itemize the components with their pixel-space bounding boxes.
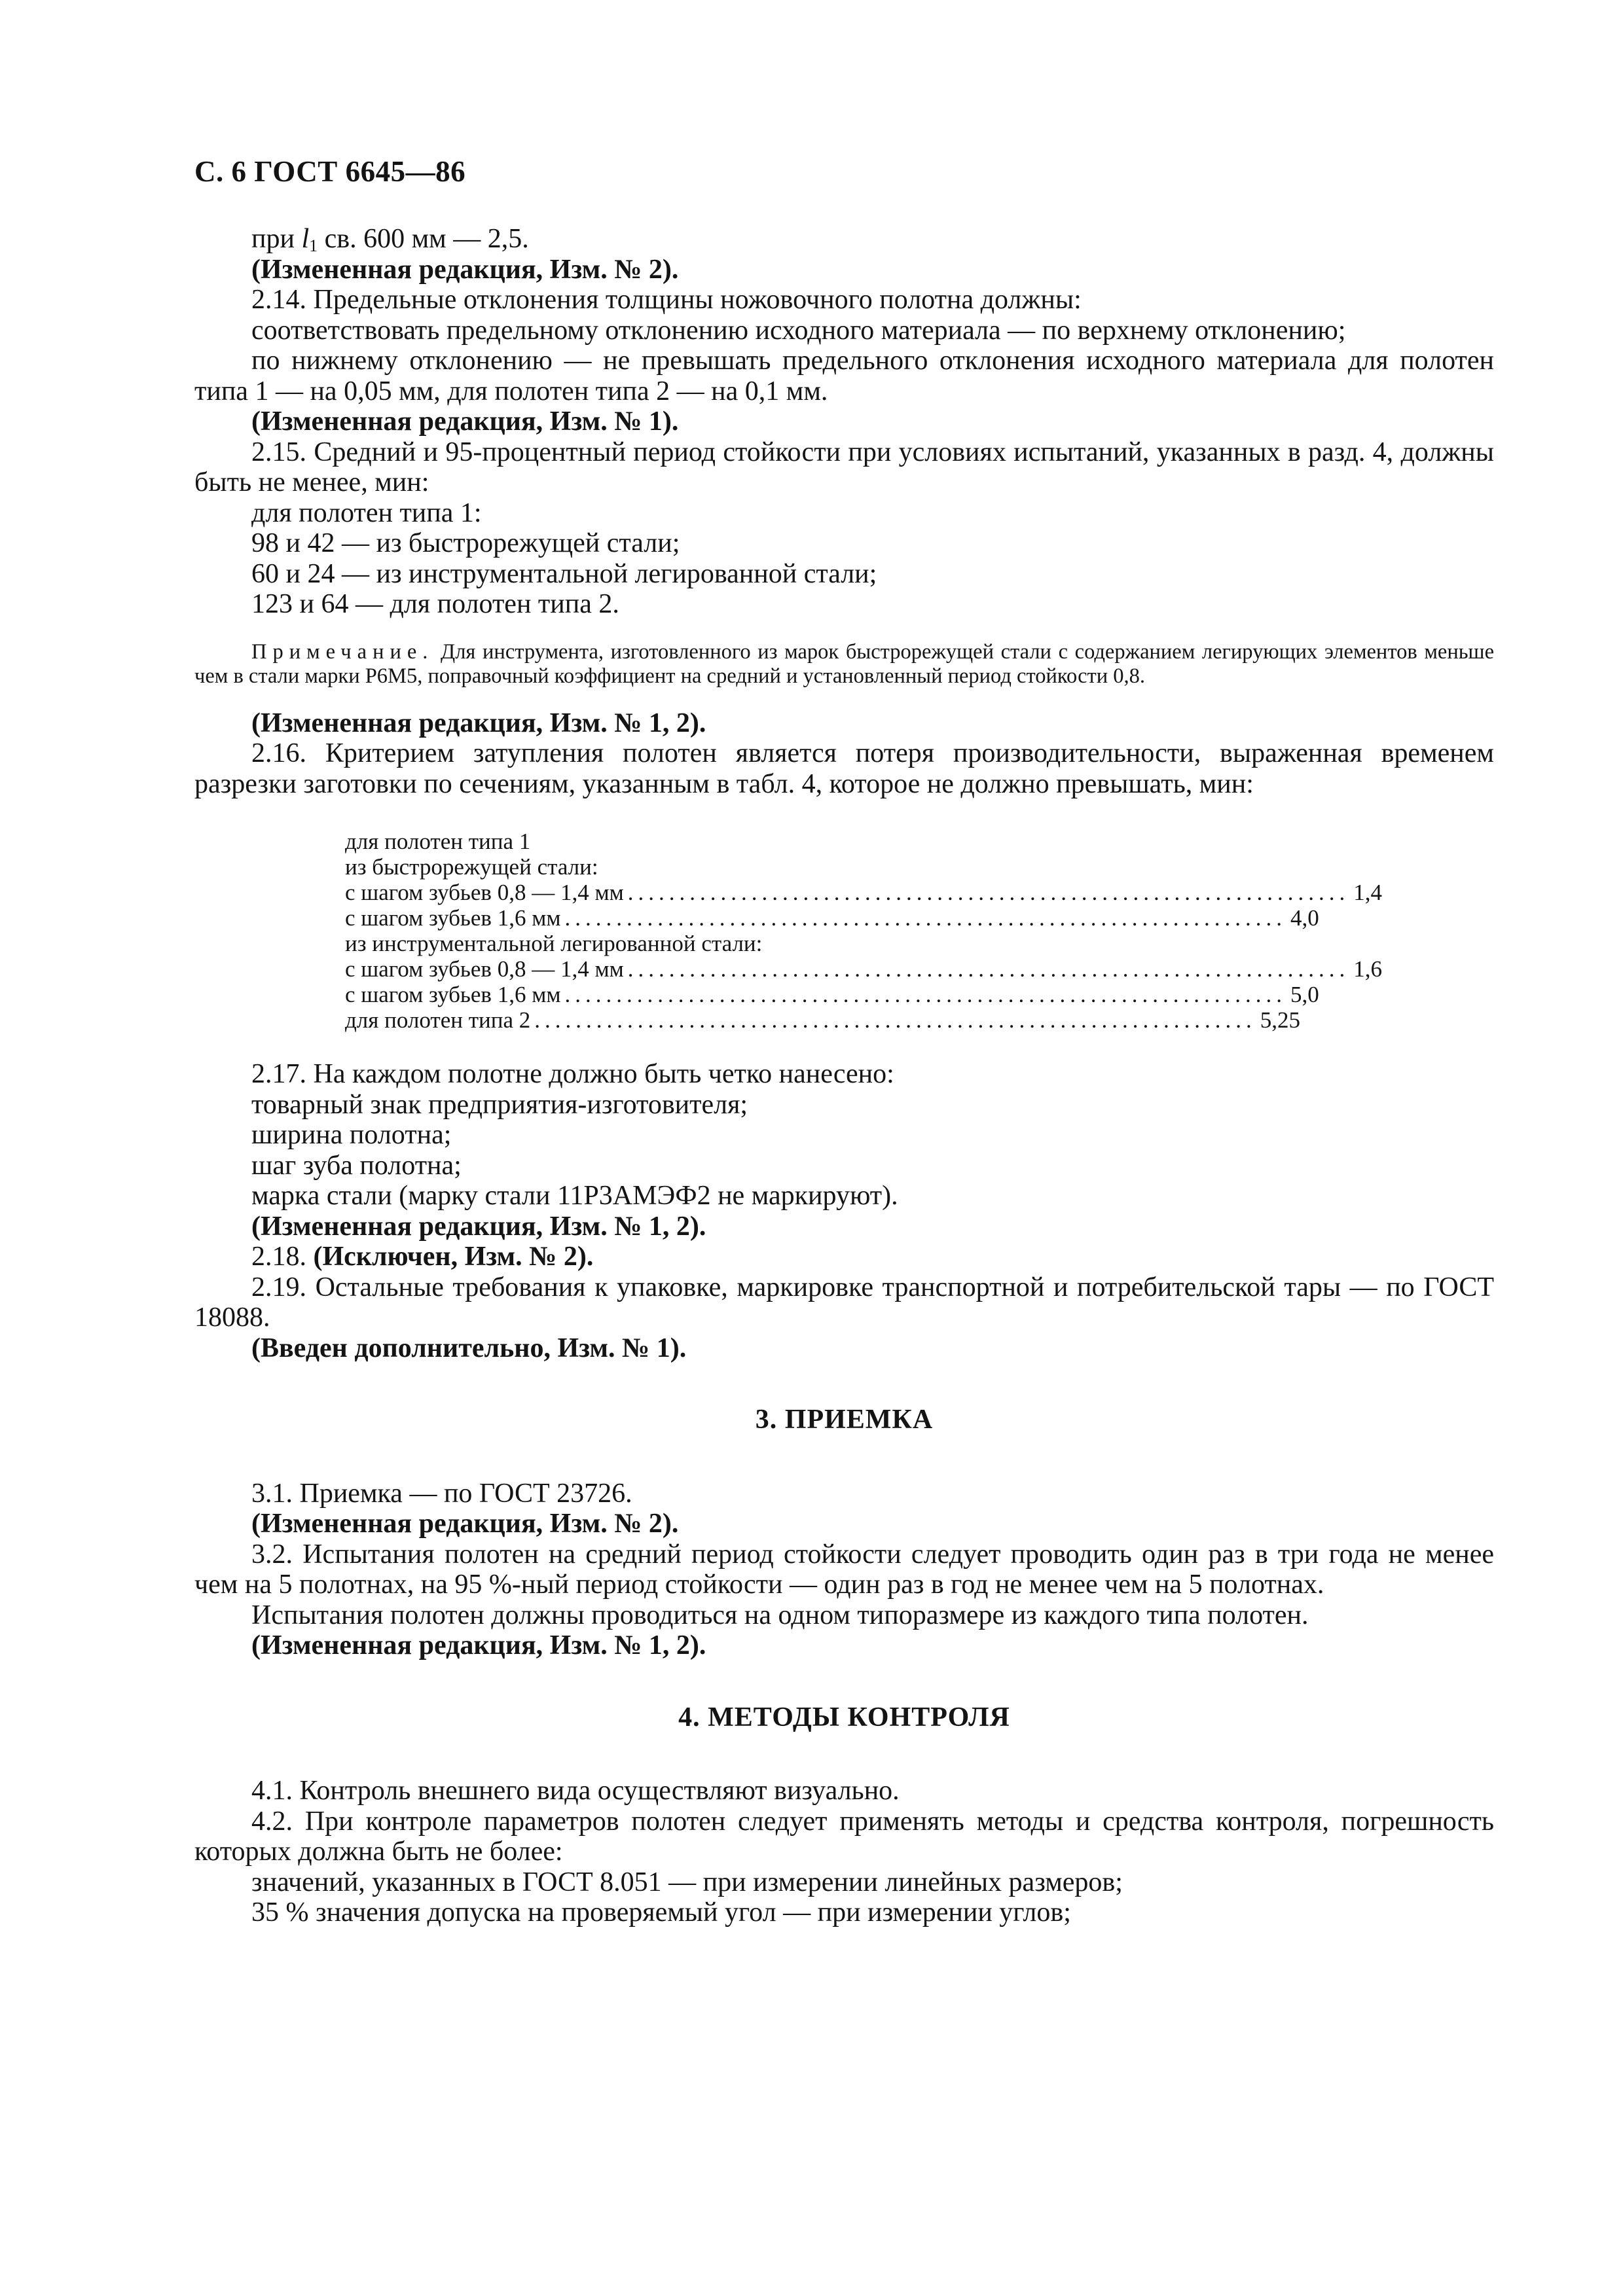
paragraph-4-2-item: значений, указанных в ГОСТ 8.051 — при измерении линейных размеров;	[251, 1867, 1123, 1897]
revision-note: (Измененная редакция, Изм. № 2).	[251, 254, 679, 285]
section-title-control-methods: 4. МЕТОДЫ КОНТРОЛЯ	[678, 1702, 1010, 1732]
revision-note: (Измененная редакция, Изм. № 2).	[251, 1509, 679, 1539]
paragraph-4-1: 4.1. Контроль внешнего вида осуществляют визуально.	[251, 1776, 900, 1806]
revision-note: (Введен дополнительно, Изм. № 1).	[251, 1333, 687, 1363]
paragraph-2-15-item: для полотен типа 1:	[251, 497, 482, 528]
paragraph-2-17: 2.17. На каждом полотне должно быть четко нанесено:	[251, 1059, 894, 1089]
excluded-note: (Исключен, Изм. № 2).	[313, 1242, 594, 1272]
paragraph-2-17-item: товарный знак предприятия-изготовителя;	[251, 1089, 748, 1120]
note	[194, 640, 1494, 689]
dot-leader: ......................................................................	[564, 982, 1286, 1007]
list-item	[345, 905, 1319, 931]
list-subheading: из инструментальной легированной стали:	[345, 931, 763, 956]
item-value: 5,0	[1290, 982, 1319, 1007]
revision-note: (Измененная редакция, Изм. № 1).	[251, 406, 679, 437]
variable-subscript: 1	[309, 236, 318, 255]
item-label: для полотен типа 2	[345, 1007, 531, 1033]
item-label: с шагом зубьев 1,6 мм	[345, 905, 561, 931]
item-label: с шагом зубьев 0,8 — 1,4 мм	[345, 880, 624, 905]
note-text: Для инструмента, изготовленного из марок быстрорежущей стали с содержанием легирующих элементов меньше чем в стали марки Р6М5, поправочный коэффициент на средний и установленный период стойкости 0,8.	[194, 639, 1494, 688]
dot-leader: ......................................................................	[564, 905, 1286, 931]
paragraph-2-15: 2.15. Средний и 95-процентный период стойкости при условиях испытаний, указанных в разд. 4, должны быть не менее, мин:	[194, 437, 1494, 497]
list-heading: для полотен типа 1	[345, 829, 531, 854]
paragraph-3-1: 3.1. Приемка — по ГОСТ 23726.	[251, 1478, 632, 1509]
list-item	[345, 956, 1382, 982]
item-value: 1,4	[1353, 880, 1382, 905]
item-value: 4,0	[1290, 905, 1319, 931]
paragraph-2-17-item: шаг зуба полотна;	[251, 1150, 462, 1181]
paragraph-number: 2.18.	[251, 1242, 314, 1272]
paragraph-l1-limit	[194, 224, 1494, 255]
paragraph-2-14-item: по нижнему отклонению — не превышать предельного отклонения исходного материала для полотен типа 1 — на 0,05 мм, для полотен типа 2 — на 0,1 мм.	[194, 346, 1494, 406]
paragraph-2-15-item: 123 и 64 — для полотен типа 2.	[251, 589, 619, 619]
dot-leader: ......................................................................	[534, 1007, 1256, 1033]
paragraph-4-2-item: 35 % значения допуска на проверяемый угол — при измерении углов;	[251, 1897, 1071, 1928]
paragraph-2-19: 2.19. Остальные требования к упаковке, маркировке транспортной и потребительской тары — по ГОСТ 18088.	[194, 1272, 1494, 1333]
paragraph-4-2: 4.2. При контроле параметров полотен следует применять методы и средства контроля, погрешность которых должна быть не более:	[194, 1806, 1494, 1867]
page-header: С. 6 ГОСТ 6645—86	[194, 155, 466, 188]
list-item	[345, 982, 1319, 1007]
text-fragment: св. 600 мм — 2,5.	[318, 224, 529, 254]
list-subheading: из быстрорежущей стали:	[345, 854, 598, 880]
item-label: с шагом зубьев 1,6 мм	[345, 982, 561, 1007]
list-item	[345, 1007, 1300, 1033]
section-title-acceptance: 3. ПРИЕМКА	[755, 1405, 934, 1435]
item-value: 1,6	[1353, 956, 1382, 982]
paragraph-2-18	[194, 1242, 1494, 1272]
bluntness-criteria-list	[345, 829, 1382, 1033]
revision-note: (Измененная редакция, Изм. № 1, 2).	[251, 708, 706, 738]
revision-note: (Измененная редакция, Изм. № 1, 2).	[251, 1630, 706, 1660]
paragraph-2-15-item: 60 и 24 — из инструментальной легированной стали;	[251, 558, 877, 589]
paragraph-2-14: 2.14. Предельные отклонения толщины ножовочного полотна должны:	[251, 285, 1082, 315]
paragraph-2-14-item: соответствовать предельному отклонению исходного материала — по верхнему отклонению;	[251, 315, 1346, 346]
text-fragment: при	[251, 224, 302, 254]
paragraph-2-17-item: марка стали (марку стали 11Р3АМЭФ2 не маркируют).	[251, 1181, 898, 1211]
paragraph-2-15-item: 98 и 42 — из быстрорежущей стали;	[251, 528, 680, 558]
paragraph-2-17-item: ширина полотна;	[251, 1120, 452, 1150]
variable-l: l	[301, 224, 310, 254]
dot-leader: ......................................................................	[627, 956, 1350, 982]
paragraph-3-2-continued: Испытания полотен должны проводиться на одном типоразмере из каждого типа полотен.	[251, 1600, 1309, 1630]
item-value: 5,25	[1260, 1007, 1300, 1033]
document-body	[194, 224, 1494, 1928]
paragraph-2-16: 2.16. Критерием затупления полотен является потеря производительности, выраженная временем разрезки заготовки по сечениям, указанным в табл. 4, которое не должно превышать, мин:	[194, 738, 1494, 799]
list-item	[345, 880, 1382, 905]
paragraph-3-2: 3.2. Испытания полотен на средний период стойкости следует проводить один раз в три года не менее чем на 5 полотнах, на 95 %-ный период стойкости — один раз в год не менее чем на 5 полотнах.	[194, 1539, 1494, 1600]
item-label: с шагом зубьев 0,8 — 1,4 мм	[345, 956, 624, 982]
note-label: Примечание.	[251, 639, 434, 664]
dot-leader: ......................................................................	[627, 880, 1350, 905]
revision-note: (Измененная редакция, Изм. № 1, 2).	[251, 1211, 706, 1242]
